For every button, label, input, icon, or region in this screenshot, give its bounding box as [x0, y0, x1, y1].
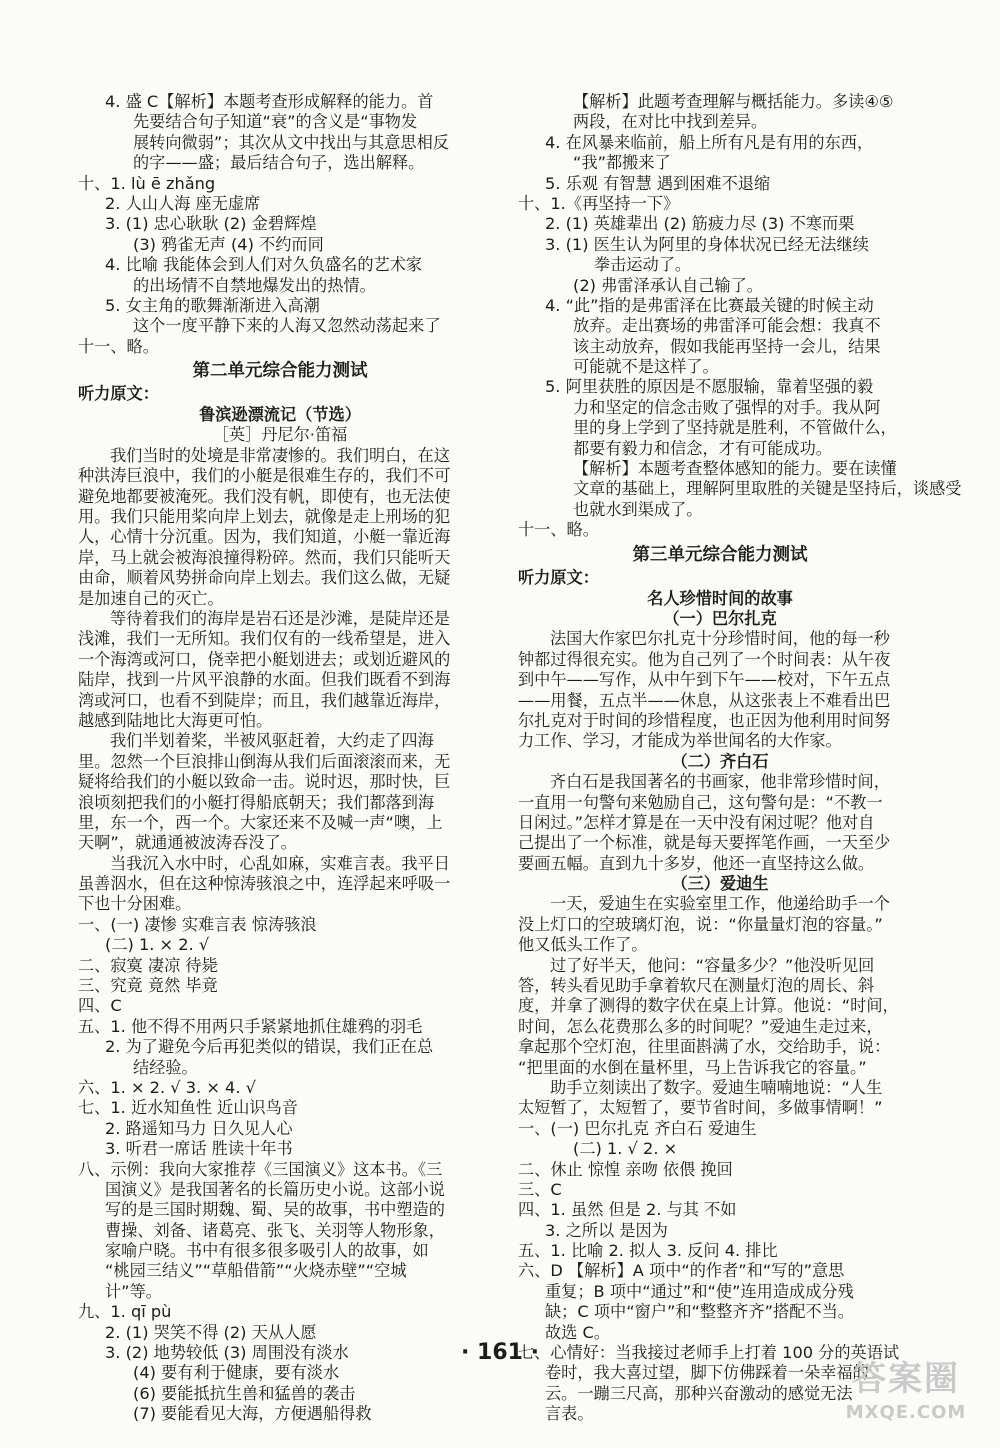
- text-line: 等待着我们的海岸是岩石还是沙滩，是陡岸还是: [110, 608, 450, 628]
- text-line: 种洪涛巨浪中，我们的小艇是很难生存的，我们不可: [78, 466, 451, 486]
- text-line: 3. 听君一席话 胜读十年书: [105, 1139, 293, 1159]
- text-line: 法国大作家巴尔扎克十分珍惜时间，他的每一秒: [550, 629, 890, 649]
- text-line: 十一、略。: [518, 520, 599, 540]
- text-line: 是加速自己的灭亡。: [78, 588, 224, 608]
- text-line: 缺；C 项中“窗户”和“整整齐齐”搭配不当。: [545, 1302, 854, 1322]
- text-line: 四、C: [78, 996, 122, 1016]
- text-line: 六、1. × 2. √ 3. × 4. √: [78, 1077, 256, 1097]
- text-line: 度，并拿了测得的数字伏在桌上计算。他说：“时间，: [518, 996, 899, 1016]
- text-line: 我们当时的处境是非常凄惨的。我们明白，在这: [110, 445, 450, 465]
- text-line: 陆岸，找到一片风平浪静的水面。但我们既看不到海: [78, 670, 451, 690]
- text-line: 鲁滨逊漂流记（节选）: [199, 405, 361, 425]
- text-line: (6) 要能抵抗生兽和猛兽的袭击: [133, 1383, 356, 1403]
- text-line: 尔扎克对于时间的珍惜程度，也正因为他利用时间努: [518, 710, 891, 730]
- text-line: 【解析】本题考查整体感知的能力。要在读懂: [573, 459, 897, 479]
- text-line: 五、1. 他不得不用两只手紧紧地抓住雄鸦的羽毛: [78, 1016, 423, 1036]
- watermark-top: 答案圈: [852, 1359, 960, 1399]
- text-line: 人，心情十分沉重。因为，我们知道，小艇一靠近海: [78, 527, 451, 547]
- text-line: 该主动放弃，假如我能再坚持一会儿，结果: [573, 336, 881, 356]
- text-line: 这个一度平静下来的人海又忽然动荡起来了: [133, 316, 441, 336]
- text-line: 越感到陆地比大海更可怕。: [78, 710, 273, 730]
- left-column: [78, 92, 482, 1425]
- text-line: (2) 弗雷泽承认自己输了。: [573, 275, 763, 295]
- text-line: 3. (1) 忠心耿耿 (2) 金碧辉煌: [105, 214, 317, 234]
- text-line: 3. (2) 地势较低 (3) 周围没有淡水: [105, 1343, 349, 1363]
- text-line: 5. 女主角的歌舞渐渐进入高潮: [105, 295, 320, 315]
- text-line: 重复；B 项中“通过”和“使”连用造成成分残: [545, 1281, 854, 1301]
- watermark-bottom: MXQE.COM: [845, 1402, 967, 1423]
- text-line: (二) 1. √ 2. ×: [573, 1139, 678, 1159]
- text-line: 可能就不是这样了。: [573, 357, 719, 377]
- text-line: 里的身上学到了坚持就是胜利，不管做什么，: [573, 418, 897, 438]
- text-line: 七、1. 近水知鱼性 近山识鸟音: [78, 1098, 298, 1118]
- page-number: · 161 ·: [461, 1340, 539, 1365]
- text-line: 3. (1) 医生认为阿里的身体状况已经无法继续: [545, 234, 869, 254]
- section-label: 听力原文：: [78, 384, 159, 404]
- text-line: 七、心情好：当我接过老师手上打着 100 分的英语试: [518, 1343, 900, 1363]
- section-label: 听力原文：: [518, 567, 599, 587]
- text-line: “把里面的水倒在量杯里，马上告诉我它的容量。”: [518, 1057, 867, 1077]
- text-line: 齐白石是我国著名的书画家，他非常珍惜时间，: [550, 772, 890, 792]
- text-line: 2. (1) 英雄辈出 (2) 筋疲力尽 (3) 不寒而栗: [545, 214, 855, 234]
- text-line: ［英］丹尼尔·笛福: [212, 425, 348, 445]
- text-line: 十一、略。: [78, 336, 159, 356]
- text-line: 力工作、学习，才能成为举世闻名的大作家。: [518, 731, 842, 751]
- text-line: (7) 要能看见大海，方便遇船得救: [133, 1404, 372, 1424]
- text-line: (4) 要有利于健康，要有淡水: [133, 1363, 340, 1383]
- text-line: 计”等。: [105, 1281, 162, 1301]
- text-line: 先要结合句子知道“衰”的含义是“事物发: [133, 112, 418, 132]
- text-line: 卷时，我大喜过望，脚下仿佛踩着一朵幸福的: [545, 1363, 869, 1383]
- section-heading: 第三单元综合能力测试: [632, 544, 808, 565]
- text-line: 他又低头工作了。: [518, 935, 648, 955]
- text-line: 的出场情不自禁地爆发出的热情。: [133, 275, 376, 295]
- text-line: “我”都搬来了: [573, 153, 671, 173]
- text-line: 3. 之所以 是因为: [545, 1220, 668, 1240]
- text-line: 4. “此”指的是弗雷泽在比赛最关键的时候主动: [545, 295, 874, 315]
- text-line: 4. 比喻 我能体会到人们对久负盛名的艺术家: [105, 255, 423, 275]
- text-line: 答，转头看见助手拿着软尺在测量灯泡的周长、斜: [518, 976, 875, 996]
- text-line: 拳击运动了。: [594, 255, 692, 275]
- text-line: 拿起那个空灯泡，往里面斟满了水，交给助手，说：: [518, 1037, 891, 1057]
- text-line: （三）爱迪生: [671, 874, 769, 894]
- text-line: 两段，在对比中找到差异。: [573, 112, 768, 132]
- text-line: 助手立刻读出了数字。爱迪生喃喃地说：“人生: [550, 1077, 883, 1097]
- text-line: 下也十分困难。: [78, 894, 192, 914]
- text-line: 过了好半天，他问：“容量多少？”他没听见回: [550, 955, 875, 975]
- text-line: 用。我们只能用桨向岸上划去，就像是走上刑场的犯: [78, 507, 451, 527]
- text-line: 里，东一个，西一个。大家还来不及喊一声“噢，上: [78, 812, 443, 832]
- text-line: 由命，顺着风势拼命向岸上划去。我们这么做，无疑: [78, 568, 451, 588]
- text-line: 家喻户晓。书中有很多很多吸引人的故事，如: [105, 1241, 429, 1261]
- text-line: 4. 盛 C【解析】本题考查形成解释的能力。首: [105, 92, 434, 111]
- text-line: (3) 鸦雀无声 (4) 不约而同: [133, 234, 324, 254]
- text-line: 国演义》是我国著名的长篇历史小说。这部小说: [105, 1179, 445, 1199]
- text-line: 4. 在风暴来临前，船上所有凡是有用的东西，: [545, 132, 874, 152]
- text-line: 日闲过。”怎样才算是在一天中没有闲过呢？他对自: [518, 812, 875, 832]
- text-line: 一、(一) 凄惨 实难言表 惊涛骇浪: [78, 914, 317, 934]
- text-line: 八、示例：我向大家推荐《三国演义》这本书。《三: [78, 1159, 443, 1179]
- text-line: 展转向微弱”；其次从文中找出与其意思相反: [133, 132, 449, 152]
- text-line: 浪顷刻把我们的小艇打得船底朝天；我们都落到海: [78, 792, 435, 812]
- text-line: 力和坚定的信念击败了强悍的对手。我从阿: [573, 397, 881, 417]
- text-line: 二、休止 惊惶 亲吻 依偎 挽回: [518, 1159, 733, 1179]
- text-line: 虽善泅水，但在这种惊涛骇浪之中，连浮起来呼吸一: [78, 874, 451, 894]
- text-line: 没上灯口的空玻璃灯泡，说：“你量量灯泡的容量。”: [518, 914, 883, 934]
- text-line: 十、1. lù ē zhǎng: [78, 173, 216, 193]
- text-line: 云。一蹦三尺高，那种兴奋激动的感觉无法: [545, 1383, 853, 1403]
- text-line: （二）齐白石: [671, 751, 769, 771]
- text-line: 三、C: [518, 1179, 562, 1199]
- text-line: 都要有毅力和信念，才有可能成功。: [573, 438, 832, 458]
- text-line: 名人珍惜时间的故事: [647, 588, 793, 608]
- text-line: 钟都过得很充实。他为自己列了一个时间表：从午夜: [518, 649, 891, 669]
- text-line: 言表。: [545, 1404, 594, 1424]
- text-line: 六、D 【解析】A 项中“的作者”和“写的”意思: [518, 1261, 845, 1281]
- text-line: 【解析】此题考查理解与概括能力。多读④⑤: [573, 92, 894, 111]
- text-line: 写的是三国时期魏、蜀、吴的故事，书中塑造的: [105, 1200, 445, 1220]
- text-line: 2. 为了避免今后再犯类似的错误，我们正在总: [105, 1037, 434, 1057]
- text-line: 三、究竟 竟然 毕竟: [78, 976, 218, 996]
- text-line: 当我沉入水中时，心乱如麻，实难言表。我平日: [110, 853, 450, 873]
- text-line: 浅滩，我们一无所知。我们仅有的一线希望是，进入: [78, 629, 451, 649]
- text-line: 己提出了一个标准，就是每天要挥笔作画，一天至少: [518, 833, 891, 853]
- text-line: 二、寂寞 凄凉 待毙: [78, 955, 218, 975]
- text-line: ——用餐，五点半——休息，从这张表上不难看出巴: [518, 690, 891, 710]
- text-line: 到中午——写作，从中午到下午——校对，下午五点: [518, 670, 891, 690]
- text-line: 也就水到渠成了。: [573, 499, 703, 519]
- text-line: 2. (1) 哭笑不得 (2) 天从人愿: [105, 1322, 317, 1342]
- text-line: 时间，怎么花费那么多的时间呢？”爱迪生走过来，: [518, 1016, 883, 1036]
- text-line: 5. 乐观 有智慧 遇到困难不退缩: [545, 173, 771, 193]
- text-line: 一天，爱迪生在实验室里工作，他递给助手一个: [550, 894, 890, 914]
- text-line: 一、(一) 巴尔扎克 齐白石 爱迪生: [518, 1118, 757, 1138]
- text-line: 要画五幅。直到九十多岁，他还一直坚持这么做。: [518, 853, 875, 873]
- text-line: 曹操、刘备、诸葛亮、张飞、关羽等人物形象，: [105, 1220, 445, 1240]
- text-line: 四、1. 虽然 但是 2. 与其 不如: [518, 1200, 737, 1220]
- text-line: 太短暂了，太短暂了，要节省时间，多做事情啊！”: [518, 1098, 883, 1118]
- text-line: “桃园三结义”“草船借箭”“火烧赤壁”“空城: [105, 1261, 407, 1281]
- text-line: 里。忽然一个巨浪排山倒海从我们后面滚滚而来，无: [78, 751, 451, 771]
- text-line: 避免地都要被淹死。我们没有帆，即使有，也无法使: [78, 486, 451, 506]
- text-line: 2. 路遥知马力 日久见人心: [105, 1118, 293, 1138]
- section-heading: 第二单元综合能力测试: [192, 361, 368, 382]
- text-line: 结经验。: [133, 1057, 198, 1077]
- text-line: 岸，马上就会被海浪撞得粉碎。然而，我们只能听天: [78, 547, 451, 567]
- text-line: 放弃。走出赛场的弗雷泽可能会想：我真不: [573, 316, 881, 336]
- right-column: [518, 92, 962, 1425]
- text-line: 2. 人山人海 座无虚席: [105, 193, 261, 213]
- watermark-logo: [836, 1356, 976, 1436]
- text-line: 湾或河口，也看不到陡岸；而且，我们越靠近海岸，: [78, 690, 451, 710]
- text-line: 我们半划着桨，半被风驱赶着，大约走了四海: [110, 731, 434, 751]
- text-line: 文章的基础上，理解阿里取胜的关键是坚持后，谈感受: [573, 479, 962, 499]
- text-line: 5. 阿里获胜的原因是不愿服输，靠着坚强的毅: [545, 377, 874, 397]
- text-line: 故选 C。: [545, 1322, 611, 1342]
- text-line: (二) 1. × 2. √: [105, 935, 210, 955]
- text-line: 十、1.《再坚持一下》: [518, 193, 680, 213]
- text-line: 一个海湾或河口，侥幸把小艇划进去；或划近避风的: [78, 649, 451, 669]
- text-line: 的字——盛；最后结合句子，选出解释。: [133, 153, 425, 173]
- text-line: 九、1. qī pù: [78, 1302, 172, 1322]
- text-line: 五、1. 比喻 2. 拟人 3. 反问 4. 排比: [518, 1241, 778, 1261]
- text-line: 一直用一句警句来勉励自己，这句警句是：“不教一: [518, 792, 883, 812]
- text-line: （一）巴尔扎克: [663, 608, 777, 628]
- text-line: 天啊”，就通通被波涛吞没了。: [78, 833, 297, 853]
- text-line: 疑将给我们的小艇以致命一击。说时迟，那时快，巨: [78, 772, 451, 792]
